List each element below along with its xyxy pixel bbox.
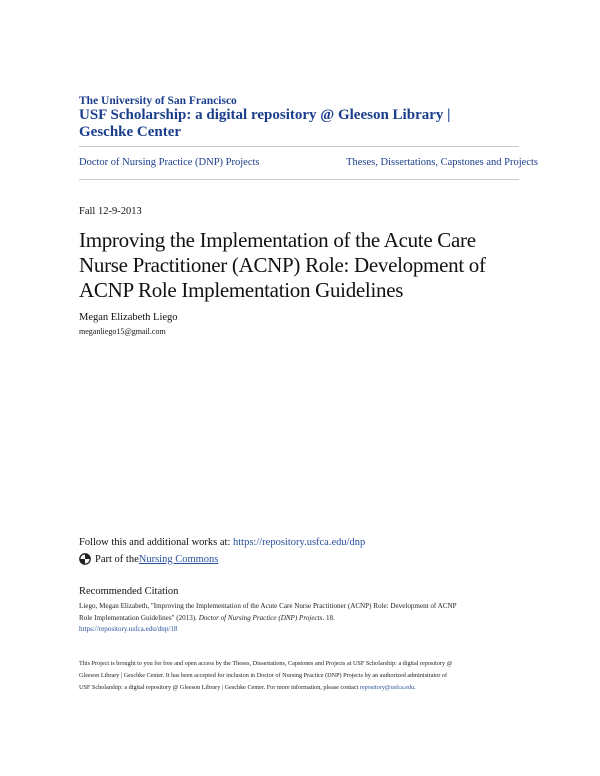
notice-line2: Gleeson Library | Geschke Center. It has been accepted for inclusion in Doctor of Nursing Practice (DNP) Projects by an authorized administrator of: [79, 672, 448, 679]
citation-url-link[interactable]: https://repository.usfca.edu/dnp/18: [79, 625, 178, 633]
citation-line1: Liego, Megan Elizabeth, "Improving the Implementation of the Acute Care Nurse Practitioner (ACNP) Role: Development of ACNP: [79, 602, 457, 610]
contact-email-link[interactable]: repository@usfca.edu: [359, 684, 415, 691]
citation-text: [79, 601, 457, 636]
nav-link-theses[interactable]: Theses, Dissertations, Capstones and Projects: [346, 157, 538, 168]
header-divider-top: [79, 146, 519, 147]
part-of-line: [79, 553, 218, 565]
header-divider-bottom: [79, 179, 519, 180]
citation-line2: Role Implementation Guidelines" (2013). Doctor of Nursing Practice (DNP) Projects. 18.: [79, 613, 335, 622]
follow-url-link[interactable]: https://repository.usfca.edu/dnp: [233, 537, 366, 548]
citation-heading: Recommended Citation: [79, 586, 179, 597]
repository-title-line2: Geschke Center: [79, 124, 182, 140]
paper-title: [79, 228, 486, 303]
publication-date: Fall 12-9-2013: [79, 206, 142, 217]
university-name: The University of San Francisco: [79, 95, 237, 107]
citation-series: Doctor of Nursing Practice (DNP) Projects: [198, 613, 323, 622]
nursing-commons-link[interactable]: Nursing Commons: [138, 553, 219, 565]
author-name: Megan Elizabeth Liego: [79, 312, 178, 323]
author-email: meganliego15@gmail.com: [79, 327, 166, 336]
repository-title-link[interactable]: [79, 107, 450, 141]
commons-network-icon: [79, 553, 91, 565]
notice-line1: This Project is brought to you for free and open access by the Theses, Dissertations, Capstones and Projects at USF Scholarship: a digital repository @: [79, 660, 453, 667]
part-of-text: Part of the: [95, 553, 139, 565]
access-notice: [79, 658, 452, 694]
follow-text: Follow this and additional works at:: [79, 537, 233, 548]
nav-link-dnp-projects[interactable]: Doctor of Nursing Practice (DNP) Projects: [79, 157, 260, 168]
paper-title-line1: Improving the Implementation of the Acute Care: [79, 228, 476, 252]
paper-title-line3: ACNP Role Implementation Guidelines: [79, 278, 404, 302]
repository-title-line1: USF Scholarship: a digital repository @ Gleeson Library |: [79, 107, 451, 123]
paper-title-line2: Nurse Practitioner (ACNP) Role: Development of: [79, 253, 486, 277]
notice-line3: USF Scholarship: a digital repository @ Gleeson Library | Geschke Center. For more information, please contact repository@usfca.edu.: [79, 684, 416, 691]
follow-line: [79, 537, 365, 548]
